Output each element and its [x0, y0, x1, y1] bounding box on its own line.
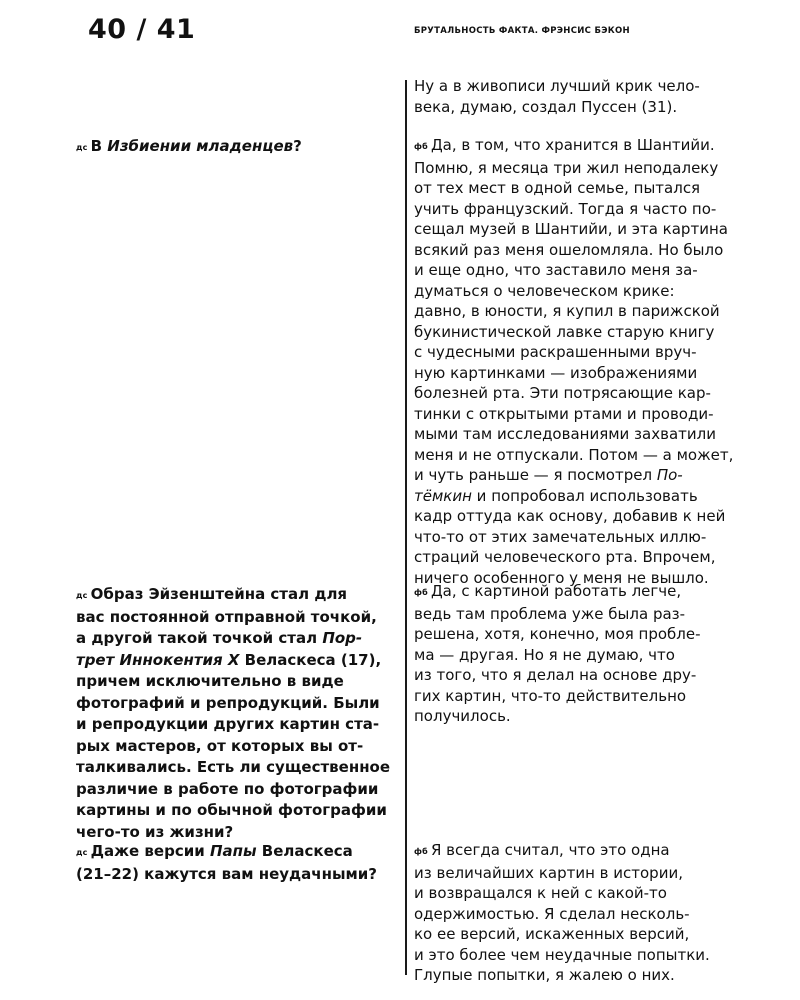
text-line — [76, 650, 401, 672]
text-line: давно, в юности, я купил в парижской — [414, 302, 720, 320]
text-fragment: В — [90, 137, 108, 155]
text-line: талкивались. Есть ли существенное — [76, 758, 391, 776]
film-title: По- — [656, 466, 683, 484]
speaker-tag-interviewee: фб — [414, 588, 428, 597]
text-fragment: Веласкеса (17), — [239, 650, 382, 669]
text-line: что-то от этих замечательных иллю- — [414, 527, 707, 546]
text-line: различие в работе по фотографии — [76, 779, 379, 798]
text-line: одержимостью. Я сделал несколь- — [414, 904, 690, 923]
text-line: страций человеческого рта. Впрочем, — [414, 548, 716, 566]
text-line: меня и не отпускали. Потом — а может, — [414, 445, 734, 464]
text-line: из величайших картин в истории, — [414, 863, 683, 882]
page-number: 40 / 41 — [88, 14, 196, 45]
text-line: Помню, я месяца три жил неподалеку — [414, 158, 719, 177]
text-line — [414, 465, 784, 486]
artwork-title: Избиении младенцев — [107, 137, 294, 155]
text-line — [414, 840, 784, 863]
text-line: картины и по обычной фотографии — [76, 801, 387, 819]
question-1 — [76, 136, 401, 159]
speaker-tag-interviewee: фб — [414, 142, 428, 151]
question-2 — [76, 584, 401, 843]
text-line — [76, 628, 401, 650]
text-line: чего-то из жизни? — [76, 822, 234, 841]
text-line: получилось. — [414, 707, 511, 725]
text-line: букинистической лавке старую книгу — [414, 322, 715, 341]
column-divider — [405, 80, 407, 975]
text-line: и это более чем неудачные попытки. — [414, 945, 710, 964]
text-line: кадр оттуда как основу, добавив к ней — [414, 507, 726, 525]
text-line: ведь там проблема уже была раз- — [414, 604, 686, 623]
text-line: гих картин, что-то действительно — [414, 686, 687, 705]
text-fragment: а другой такой точкой стал — [76, 629, 323, 647]
text-line: всякий раз меня ошеломляла. Но было — [414, 240, 724, 259]
text-line: вас постоянной отправной точкой, — [76, 607, 377, 626]
text-line: из того, что я делал на основе дру- — [414, 666, 697, 684]
text-line: и еще одно, что заставило меня за- — [414, 261, 698, 279]
text-fragment: Образ Эйзенштейна стал для — [90, 585, 348, 603]
running-header: БРУТАЛЬНОСТЬ ФАКТА. ФРЭНСИС БЭКОН — [414, 26, 630, 36]
answer-1 — [414, 135, 784, 588]
answer-2 — [414, 581, 784, 727]
text-line: решена, хотя, конечно, моя пробле- — [414, 625, 701, 643]
text-fragment: Даже версии — [90, 842, 210, 860]
speaker-tag-interviewee: фб — [414, 847, 428, 856]
text-line: причем исключительно в виде — [76, 672, 344, 690]
text-line: учить французский. Тогда я часто по- — [414, 199, 717, 218]
text-line: ко ее версий, искаженных версий, — [414, 925, 690, 943]
text-line: Ну а в живописи лучший крик чело- — [414, 77, 700, 95]
answer-3 — [414, 840, 784, 986]
text-line — [76, 841, 401, 864]
text-line: ма — другая. Но я не думаю, что — [414, 645, 675, 664]
text-line: рых мастеров, от которых вы от- — [76, 736, 364, 755]
text-line — [76, 136, 401, 159]
text-fragment: Веласкеса — [256, 842, 353, 860]
text-line — [414, 135, 784, 158]
artwork-title: трет Иннокентия X — [76, 650, 240, 669]
text-line — [76, 584, 401, 607]
text-line: с чудесными раскрашенными вруч- — [414, 343, 697, 361]
text-line: Глупые попытки, я жалею о них. — [414, 966, 675, 984]
text-fragment: ? — [293, 137, 302, 155]
text-line: ную картинками — изображениями — [414, 363, 698, 382]
artwork-title: Папы — [209, 842, 257, 860]
text-fragment: Да, в том, что хранится в Шантийи. — [430, 136, 715, 154]
intro-answer — [414, 76, 784, 117]
text-line: сещал музей в Шантийи, и эта картина — [414, 220, 728, 238]
speaker-tag-interviewer: дс — [76, 143, 88, 152]
text-line: тинки с открытыми ртами и проводи- — [414, 404, 714, 423]
speaker-tag-interviewer: дс — [76, 848, 88, 857]
text-line — [414, 486, 784, 507]
text-fragment: и чуть раньше — я посмотрел — [414, 466, 657, 484]
question-3 — [76, 841, 401, 885]
text-fragment: Да, с картиной работать легче, — [430, 582, 682, 600]
text-line: и репродукции других картин ста- — [76, 715, 380, 733]
text-line: ничего особенного у меня не вышло. — [414, 568, 709, 587]
text-line: мыми там исследованиями захватили — [414, 425, 716, 443]
text-line: думаться о человеческом крике: — [414, 281, 675, 300]
film-title: тёмкин — [414, 486, 472, 505]
text-line: (21–22) кажутся вам неудачными? — [76, 864, 377, 883]
text-line: фотографий и репродукций. Были — [76, 693, 380, 712]
text-line: века, думаю, создал Пуссен (31). — [414, 97, 678, 116]
text-line: и возвращался к ней с какой-то — [414, 884, 667, 902]
text-fragment: и попробовал использовать — [471, 486, 698, 505]
speaker-tag-interviewer: дс — [76, 591, 88, 600]
text-fragment: Я всегда считал, что это одна — [430, 841, 670, 859]
text-line: болезней рта. Эти потрясающие кар- — [414, 384, 711, 402]
text-line: от тех мест в одной семье, пытался — [414, 179, 701, 197]
artwork-title: Пор- — [322, 629, 363, 647]
text-line — [414, 581, 784, 604]
